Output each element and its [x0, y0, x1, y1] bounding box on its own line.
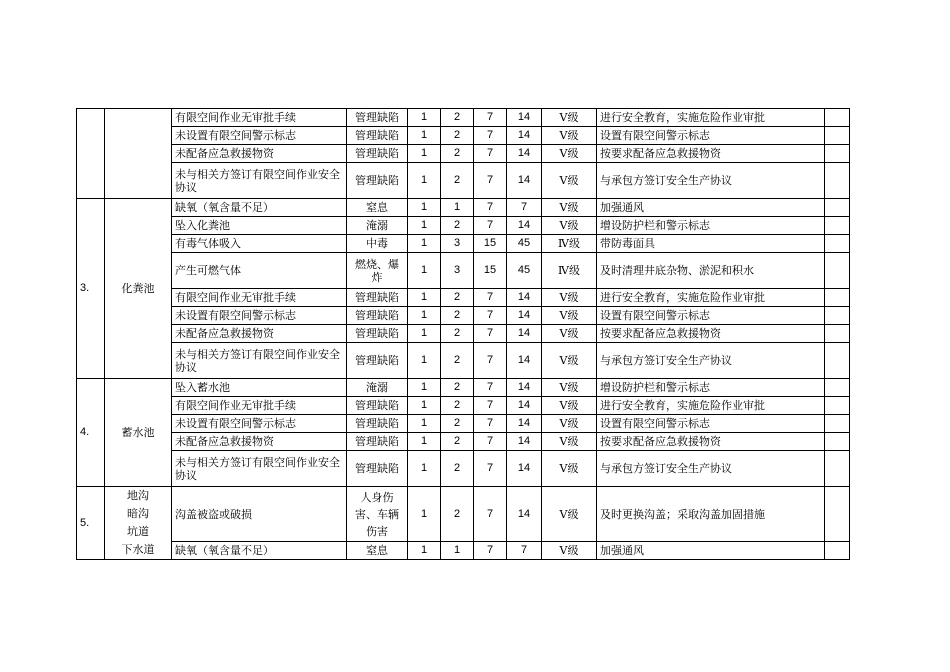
place-name-cell	[105, 487, 172, 560]
risk-level-cell: Ⅴ级	[542, 289, 597, 307]
hazard-cell: 未设置有限空间警示标志	[172, 127, 347, 145]
accident-type-cell: 管理缺陷	[347, 343, 408, 379]
table-row	[77, 145, 850, 163]
note-cell	[825, 433, 850, 451]
l-value-cell: 1	[408, 163, 441, 199]
hazard-cell: 坠入蓄水池	[172, 379, 347, 397]
c-value-cell: 15	[474, 253, 507, 289]
e-value-cell: 2	[441, 289, 474, 307]
hazard-cell: 有限空间作业无审批手续	[172, 289, 347, 307]
table-row	[77, 127, 850, 145]
c-value-cell: 7	[474, 289, 507, 307]
note-cell	[825, 451, 850, 487]
c-value-cell: 7	[474, 127, 507, 145]
l-value-cell: 1	[408, 487, 441, 542]
place-name-line: 暗沟	[127, 507, 149, 520]
table-row	[77, 235, 850, 253]
control-measure-cell: 与承包方签订安全生产协议	[597, 451, 825, 487]
d-value-cell: 14	[507, 145, 542, 163]
control-measure-cell: 设置有限空间警示标志	[597, 415, 825, 433]
e-value-cell: 3	[441, 235, 474, 253]
d-value-cell: 7	[507, 199, 542, 217]
note-cell	[825, 415, 850, 433]
accident-type-cell: 管理缺陷	[347, 325, 408, 343]
risk-assessment-table	[76, 108, 850, 560]
section-index-cell: 3.	[77, 199, 105, 379]
d-value-cell: 7	[507, 542, 542, 560]
d-value-cell: 45	[507, 253, 542, 289]
c-value-cell: 7	[474, 217, 507, 235]
accident-type-cell: 人身伤害、车辆伤害	[347, 487, 408, 542]
l-value-cell: 1	[408, 343, 441, 379]
l-value-cell: 1	[408, 307, 441, 325]
table-row	[77, 253, 850, 289]
e-value-cell: 2	[441, 217, 474, 235]
note-cell	[825, 307, 850, 325]
e-value-cell: 2	[441, 343, 474, 379]
accident-type-cell: 燃烧、爆炸	[347, 253, 408, 289]
d-value-cell: 14	[507, 451, 542, 487]
risk-level-cell: Ⅴ级	[542, 343, 597, 379]
l-value-cell: 1	[408, 451, 441, 487]
table-row	[77, 451, 850, 487]
l-value-cell: 1	[408, 379, 441, 397]
d-value-cell: 14	[507, 379, 542, 397]
c-value-cell: 7	[474, 415, 507, 433]
accident-type-cell: 管理缺陷	[347, 451, 408, 487]
risk-level-cell: Ⅴ级	[542, 199, 597, 217]
c-value-cell: 7	[474, 199, 507, 217]
d-value-cell: 14	[507, 127, 542, 145]
note-cell	[825, 127, 850, 145]
accident-type-cell: 管理缺陷	[347, 163, 408, 199]
l-value-cell: 1	[408, 542, 441, 560]
accident-type-cell: 管理缺陷	[347, 415, 408, 433]
d-value-cell: 14	[507, 325, 542, 343]
table-row	[77, 542, 850, 560]
e-value-cell: 2	[441, 109, 474, 127]
e-value-cell: 2	[441, 487, 474, 542]
hazard-cell: 沟盖被盗或破损	[172, 487, 347, 542]
table-row	[77, 343, 850, 379]
e-value-cell: 3	[441, 253, 474, 289]
section-index-cell: 4.	[77, 379, 105, 487]
e-value-cell: 2	[441, 397, 474, 415]
table-row	[77, 307, 850, 325]
l-value-cell: 1	[408, 235, 441, 253]
control-measure-cell: 与承包方签订安全生产协议	[597, 343, 825, 379]
table-row	[77, 379, 850, 397]
risk-level-cell: Ⅳ级	[542, 253, 597, 289]
d-value-cell: 14	[507, 433, 542, 451]
note-cell	[825, 145, 850, 163]
note-cell	[825, 379, 850, 397]
l-value-cell: 1	[408, 289, 441, 307]
hazard-cell: 未配备应急救援物资	[172, 325, 347, 343]
e-value-cell: 2	[441, 451, 474, 487]
c-value-cell: 7	[474, 109, 507, 127]
d-value-cell: 14	[507, 289, 542, 307]
e-value-cell: 2	[441, 163, 474, 199]
c-value-cell: 7	[474, 379, 507, 397]
accident-type-cell: 淹溺	[347, 217, 408, 235]
control-measure-cell: 按要求配备应急救援物资	[597, 433, 825, 451]
place-name-cell	[105, 199, 172, 379]
place-name-line: 下水道	[121, 543, 155, 556]
hazard-cell: 未与相关方签订有限空间作业安全协议	[172, 343, 347, 379]
note-cell	[825, 289, 850, 307]
l-value-cell: 1	[408, 217, 441, 235]
c-value-cell: 15	[474, 235, 507, 253]
accident-type-cell: 管理缺陷	[347, 433, 408, 451]
e-value-cell: 2	[441, 379, 474, 397]
place-name-line: 蓄水池	[121, 425, 155, 439]
c-value-cell: 7	[474, 325, 507, 343]
e-value-cell: 2	[441, 127, 474, 145]
risk-level-cell: Ⅴ级	[542, 217, 597, 235]
accident-type-cell: 管理缺陷	[347, 289, 408, 307]
accident-type-cell: 管理缺陷	[347, 109, 408, 127]
c-value-cell: 7	[474, 542, 507, 560]
control-measure-cell: 增设防护栏和警示标志	[597, 217, 825, 235]
risk-level-cell: Ⅳ级	[542, 235, 597, 253]
risk-level-cell: Ⅴ级	[542, 145, 597, 163]
e-value-cell: 2	[441, 307, 474, 325]
c-value-cell: 7	[474, 487, 507, 542]
place-name-cell	[105, 109, 172, 199]
place-name-line: 坑道	[127, 525, 149, 538]
e-value-cell: 2	[441, 433, 474, 451]
risk-level-cell: Ⅴ级	[542, 307, 597, 325]
accident-type-cell: 管理缺陷	[347, 307, 408, 325]
e-value-cell: 2	[441, 145, 474, 163]
risk-level-cell: Ⅴ级	[542, 127, 597, 145]
control-measure-cell: 进行安全教育，实施危险作业审批	[597, 109, 825, 127]
control-measure-cell: 带防毒面具	[597, 235, 825, 253]
risk-level-cell: Ⅴ级	[542, 451, 597, 487]
control-measure-cell: 加强通风	[597, 542, 825, 560]
table-row	[77, 109, 850, 127]
d-value-cell: 45	[507, 235, 542, 253]
risk-level-cell: Ⅴ级	[542, 415, 597, 433]
risk-level-cell: Ⅴ级	[542, 109, 597, 127]
c-value-cell: 7	[474, 343, 507, 379]
l-value-cell: 1	[408, 433, 441, 451]
d-value-cell: 14	[507, 217, 542, 235]
d-value-cell: 14	[507, 397, 542, 415]
l-value-cell: 1	[408, 127, 441, 145]
note-cell	[825, 109, 850, 127]
hazard-cell: 有限空间作业无审批手续	[172, 109, 347, 127]
c-value-cell: 7	[474, 145, 507, 163]
l-value-cell: 1	[408, 415, 441, 433]
risk-level-cell: Ⅴ级	[542, 397, 597, 415]
risk-level-cell: Ⅴ级	[542, 542, 597, 560]
control-measure-cell: 增设防护栏和警示标志	[597, 379, 825, 397]
risk-level-cell: Ⅴ级	[542, 379, 597, 397]
note-cell	[825, 199, 850, 217]
risk-level-cell: Ⅴ级	[542, 433, 597, 451]
table-row	[77, 199, 850, 217]
accident-type-cell: 管理缺陷	[347, 397, 408, 415]
hazard-cell: 未配备应急救援物资	[172, 433, 347, 451]
table-row	[77, 325, 850, 343]
hazard-cell: 有限空间作业无审批手续	[172, 397, 347, 415]
c-value-cell: 7	[474, 451, 507, 487]
hazard-cell: 缺氧（氧含量不足）	[172, 199, 347, 217]
section-index-cell: 5.	[77, 487, 105, 560]
control-measure-cell: 按要求配备应急救援物资	[597, 145, 825, 163]
accident-type-cell: 窒息	[347, 199, 408, 217]
l-value-cell: 1	[408, 397, 441, 415]
place-name-cell	[105, 379, 172, 487]
note-cell	[825, 325, 850, 343]
hazard-cell: 未设置有限空间警示标志	[172, 415, 347, 433]
table-row	[77, 415, 850, 433]
accident-type-cell: 窒息	[347, 542, 408, 560]
risk-level-cell: Ⅴ级	[542, 163, 597, 199]
c-value-cell: 7	[474, 163, 507, 199]
hazard-cell: 未设置有限空间警示标志	[172, 307, 347, 325]
note-cell	[825, 397, 850, 415]
table-body	[77, 109, 850, 560]
control-measure-cell: 加强通风	[597, 199, 825, 217]
accident-type-cell: 淹溺	[347, 379, 408, 397]
l-value-cell: 1	[408, 253, 441, 289]
l-value-cell: 1	[408, 199, 441, 217]
note-cell	[825, 343, 850, 379]
accident-type-cell: 中毒	[347, 235, 408, 253]
control-measure-cell: 及时更换沟盖；采取沟盖加固措施	[597, 487, 825, 542]
place-name-line: 化粪池	[121, 281, 155, 295]
control-measure-cell: 设置有限空间警示标志	[597, 127, 825, 145]
d-value-cell: 14	[507, 343, 542, 379]
hazard-cell: 未与相关方签订有限空间作业安全协议	[172, 451, 347, 487]
note-cell	[825, 163, 850, 199]
e-value-cell: 1	[441, 199, 474, 217]
table-row	[77, 397, 850, 415]
hazard-cell: 未与相关方签订有限空间作业安全协议	[172, 163, 347, 199]
hazard-cell: 有毒气体吸入	[172, 235, 347, 253]
control-measure-cell: 按要求配备应急救援物资	[597, 325, 825, 343]
note-cell	[825, 487, 850, 542]
l-value-cell: 1	[408, 109, 441, 127]
l-value-cell: 1	[408, 145, 441, 163]
control-measure-cell: 与承包方签订安全生产协议	[597, 163, 825, 199]
d-value-cell: 14	[507, 415, 542, 433]
table-row	[77, 289, 850, 307]
note-cell	[825, 542, 850, 560]
d-value-cell: 14	[507, 487, 542, 542]
d-value-cell: 14	[507, 307, 542, 325]
table-row	[77, 487, 850, 542]
hazard-cell: 产生可燃气体	[172, 253, 347, 289]
hazard-cell: 未配备应急救援物资	[172, 145, 347, 163]
accident-type-cell: 管理缺陷	[347, 127, 408, 145]
l-value-cell: 1	[408, 325, 441, 343]
d-value-cell: 14	[507, 109, 542, 127]
risk-level-cell: Ⅴ级	[542, 487, 597, 542]
section-index-cell	[77, 109, 105, 199]
table-row	[77, 217, 850, 235]
c-value-cell: 7	[474, 397, 507, 415]
table-row	[77, 163, 850, 199]
control-measure-cell: 及时清理井底杂物、淤泥和积水	[597, 253, 825, 289]
control-measure-cell: 进行安全教育，实施危险作业审批	[597, 289, 825, 307]
d-value-cell: 14	[507, 163, 542, 199]
note-cell	[825, 253, 850, 289]
e-value-cell: 2	[441, 325, 474, 343]
c-value-cell: 7	[474, 433, 507, 451]
control-measure-cell: 进行安全教育，实施危险作业审批	[597, 397, 825, 415]
hazard-cell: 缺氧（氧含量不足）	[172, 542, 347, 560]
note-cell	[825, 217, 850, 235]
accident-type-cell: 管理缺陷	[347, 145, 408, 163]
control-measure-cell: 设置有限空间警示标志	[597, 307, 825, 325]
place-name-line: 地沟	[127, 489, 149, 502]
c-value-cell: 7	[474, 307, 507, 325]
risk-level-cell: Ⅴ级	[542, 325, 597, 343]
note-cell	[825, 235, 850, 253]
table-row	[77, 433, 850, 451]
hazard-cell: 坠入化粪池	[172, 217, 347, 235]
e-value-cell: 2	[441, 415, 474, 433]
e-value-cell: 1	[441, 542, 474, 560]
